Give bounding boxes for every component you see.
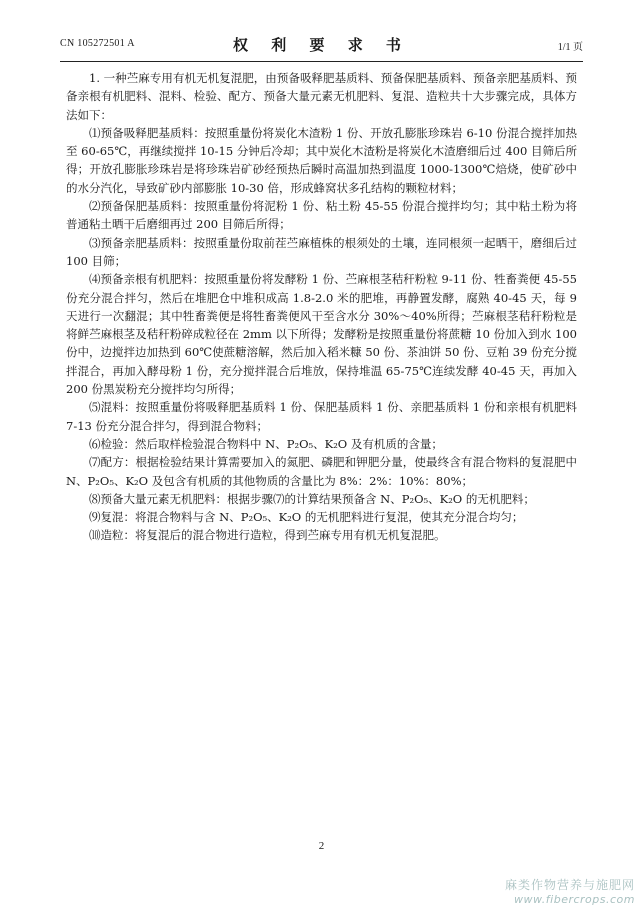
site-watermark [505, 876, 635, 906]
page-indicator: 1/1 页 [557, 42, 583, 53]
header-divider [60, 61, 583, 62]
watermark-site-name: 麻类作物营养与施肥网 [504, 878, 635, 892]
claim-step-9: ⑼复混：将混合物料与含 N、P₂O₅、K₂O 的无机肥料进行复混，使其充分混合均匀； [89, 510, 524, 525]
claim-step-8: ⑻预备大量元素无机肥料：根据步骤⑺的计算结果预备含 N、P₂O₅、K₂O 的无机肥料； [89, 491, 535, 506]
claim-step-1: ⑴预备吸释肥基质料：按照重量份将炭化木渣粉 1 份、开放孔膨胀珍珠岩 6-10 份混合搅拌加热至 60-65℃，再继续搅拌 10-15 分钟后冷却；其中炭化木渣粉是将炭化木渣磨细后过 400 目筛后所得；开放孔膨胀珍珠岩是将珍珠岩矿砂经预热后瞬时高温加热到温度 1000-1300℃焙烧，使矿砂中的水分汽化，导致矿砂内部膨胀 10-30 倍，形成蜂窝状多孔结构的颗粒材料； [66, 125, 577, 195]
claim-step-10: ⑽造粒：将复混后的混合物进行造粒，得到苎麻专用有机无机复混肥。 [89, 528, 446, 543]
patent-number: CN 105272501 A [60, 38, 135, 49]
claim-step-3: ⑶预备亲肥基质料：按照重量份取前茬苎麻植株的根须处的土壤，连同根须一起晒干，磨细后过 100 目筛； [66, 235, 577, 268]
claim-step-6: ⑹检验：然后取样检验混合物料中 N、P₂O₅、K₂O 及有机质的含量； [89, 436, 443, 451]
claims-body [66, 69, 577, 545]
watermark-url: www.fibercrops.com [514, 893, 635, 906]
claim-step-4: ⑷预备亲根有机肥料：按照重量份将发酵粉 1 份、苎麻根茎秸秆粉粒 9-11 份、牲畜粪便 45-55 份充分混合拌匀，然后在堆肥仓中堆积成高 1.8-2.0 米的肥堆，再静置发酵，腐熟 40-45 天，每 9 天进行一次翻混；其中牲畜粪便是将牲畜粪便风干至含水分 30%～40%所得；苎麻根茎秸秆粉粒是将鲜苎麻根茎及秸秆粉碎成粒径在 2mm 以下所得；发酵粉是按照重量份将蔗糖 10 份加入到水 100 份中，边搅拌边加热到 60℃使蔗糖溶解，然后加入稻米糠 50 份、茶油饼 50 份、豆粕 39 份充分搅拌混合，再加入酵母粉 1 份，充分搅拌混合后堆放，保持堆温 65-75℃连续发酵 40-45 天，再加入 200 份黑炭粉充分搅拌均匀所得； [66, 272, 577, 397]
claim-step-2: ⑵预备保肥基质料：按照重量份将泥粉 1 份、粘土粉 45-55 份混合搅拌均匀；其中粘土粉为将普通粘土晒干后磨细再过 200 目筛后所得； [66, 199, 577, 232]
claim-step-7: ⑺配方：根据检验结果计算需要加入的氮肥、磷肥和钾肥分量，使最终含有混合物料的复混肥中 N、P₂O₅、K₂O 及包含有机质的其他物质的含量比为 8%：2%：10%：80%； [66, 455, 577, 488]
claim-intro: 1. 一种苎麻专用有机无机复混肥，由预备吸释肥基质料、预备保肥基质料、预备亲肥基质料、预备亲根有机肥料、混料、检验、配方、预备大量元素无机肥料、复混、造粒共十大步骤完成，具体方法如下： [66, 71, 577, 122]
claim-step-5: ⑸混料：按照重量份将吸释肥基质料 1 份、保肥基质料 1 份、亲肥基质料 1 份和亲根有机肥料 7-13 份充分混合拌匀，得到混合物料； [66, 400, 577, 433]
page-header [60, 34, 583, 56]
document-title: 权 利 要 求 书 [233, 36, 410, 54]
page-number: 2 [318, 840, 325, 852]
